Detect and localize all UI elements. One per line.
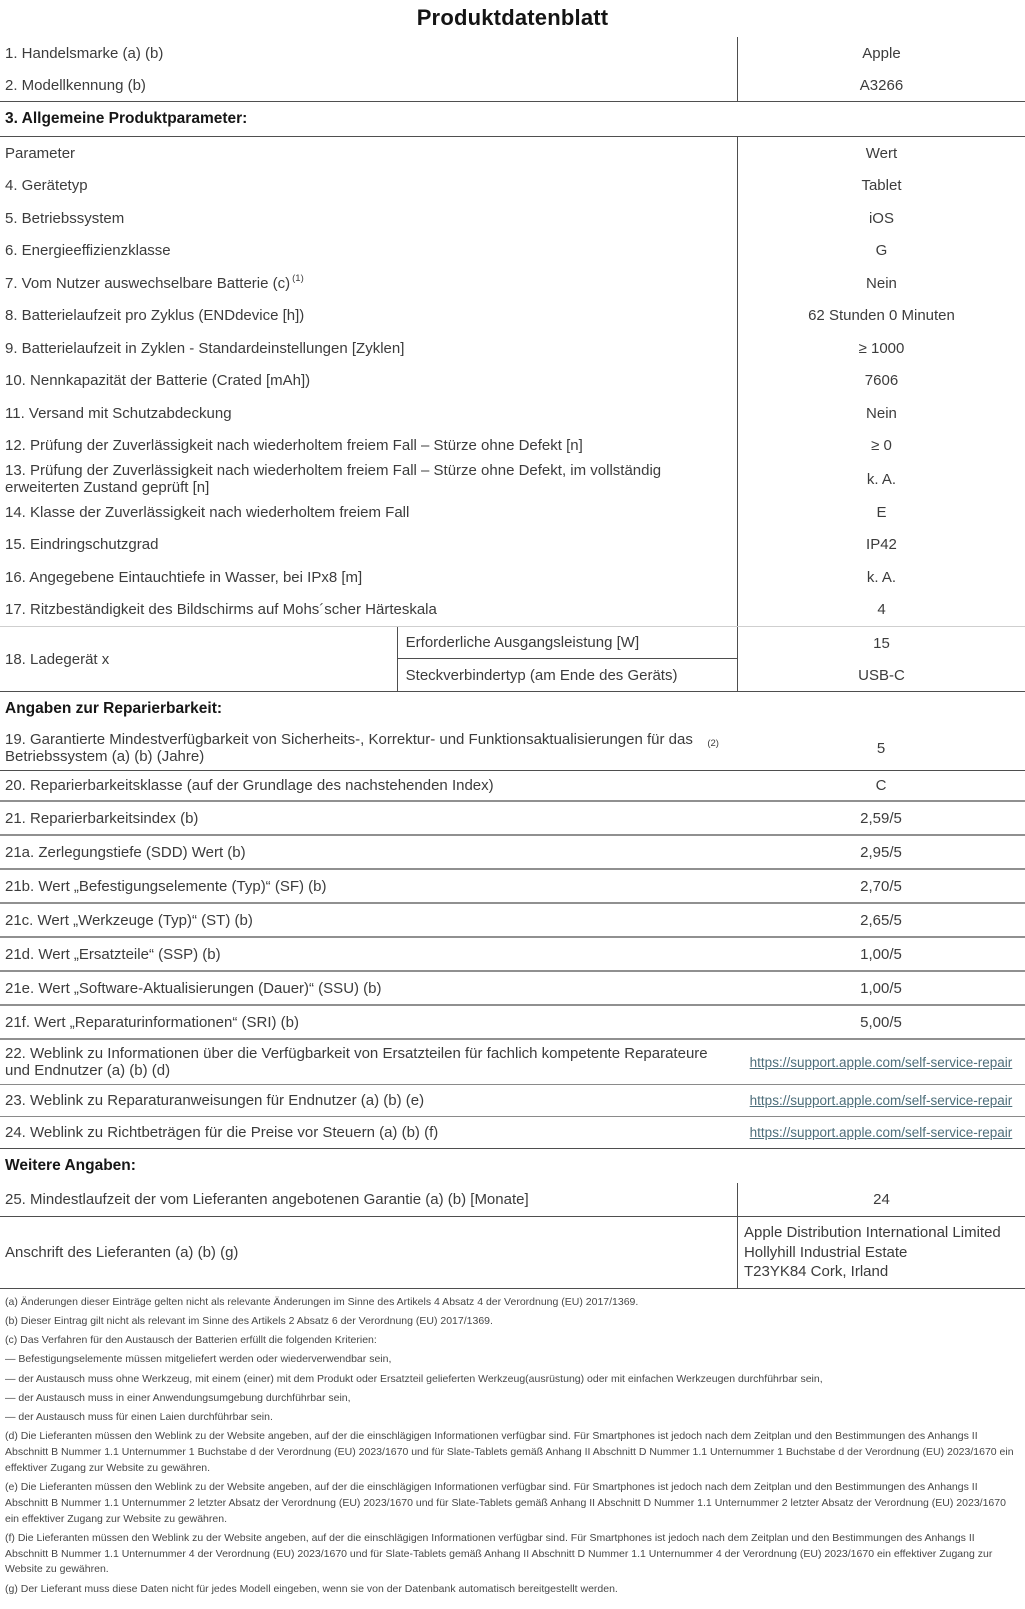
table-row bbox=[0, 430, 1025, 463]
table-row bbox=[0, 69, 1025, 101]
row-value: 24 bbox=[737, 1183, 1025, 1216]
table-row bbox=[0, 594, 1025, 627]
footnote: — der Austausch muss in einer Anwendungsumgebung durchführbar sein, bbox=[5, 1391, 351, 1404]
supplier-address-row bbox=[0, 1217, 1025, 1289]
section-heading-more: Weitere Angaben: bbox=[5, 1157, 136, 1174]
column-header-wert: Wert bbox=[737, 137, 1025, 170]
row-value: G bbox=[737, 235, 1025, 268]
row-value: E bbox=[737, 496, 1025, 529]
table-row bbox=[0, 836, 1025, 870]
table-row bbox=[0, 267, 1025, 300]
row-label: 5. Betriebssystem bbox=[5, 209, 125, 227]
section-heading-repairability: Angaben zur Reparierbarkeit: bbox=[5, 700, 223, 717]
row-value: Apple bbox=[737, 37, 1025, 69]
row-label: 19. Garantierte Mindestverfügbarkeit von Sicherheits-, Korrektur- und Funktionsaktualisierungen für das Betriebssystem (a) (b) (Jahre) (2) bbox=[5, 731, 719, 765]
table-row bbox=[0, 496, 1025, 529]
table-row bbox=[0, 771, 1025, 802]
spare-parts-weblink[interactable]: https://support.apple.com/self-service-repair bbox=[749, 1054, 1013, 1070]
row-value: ≥ 1000 bbox=[737, 332, 1025, 365]
row-label: 21f. Wert „Reparaturinformationen“ (SRI) (b) bbox=[5, 1013, 299, 1031]
table-row bbox=[0, 726, 1025, 771]
footnotes bbox=[0, 1289, 1025, 1598]
row-label: 21b. Wert „Befestigungselemente (Typ)“ (SF) (b) bbox=[5, 877, 327, 895]
row-label: 9. Batterielaufzeit in Zyklen - Standardeinstellungen [Zyklen] bbox=[5, 339, 405, 357]
table-row bbox=[0, 972, 1025, 1006]
row-value: Nein bbox=[737, 397, 1025, 430]
row-label: 18. Ladegerät x bbox=[5, 650, 110, 668]
table-row bbox=[0, 529, 1025, 562]
row-label: 21d. Wert „Ersatzteile“ (SSP) (b) bbox=[5, 945, 221, 963]
supplier-address bbox=[737, 1217, 1025, 1288]
row-label: 21c. Wert „Werkzeuge (Typ)“ (ST) (b) bbox=[5, 911, 253, 929]
table-row bbox=[0, 235, 1025, 268]
row-label: 2. Modellkennung (b) bbox=[5, 76, 146, 94]
table-row bbox=[0, 802, 1025, 836]
row-label: 21e. Wert „Software-Aktualisierungen (Dauer)“ (SSU) (b) bbox=[5, 979, 382, 997]
row-value: Nein bbox=[737, 267, 1025, 300]
table-row bbox=[0, 202, 1025, 235]
table-row bbox=[0, 397, 1025, 430]
charger-sublabel: Erforderliche Ausgangsleistung [W] bbox=[397, 627, 737, 659]
footnote: (d) Die Lieferanten müssen den Weblink zu der Website angeben, auf der die einschlägigen Informationen verfügbar sind. Für Smartphones ist jedoch nach dem Zeitplan und den Bestimmungen des Anhangs II Abschnitt B Nummer 1.1 Unternummer 1 Buchstabe d der Verordnung (EU) 2023/1670 und für Slate-Tablets gemäß Anhang II Abschnitt D Nummer 1.1 Unternummer 1 Buchstabe d der Verordnung (EU) 2023/1670 ein effektiver Zugang zur Website zu gewähren. bbox=[5, 1430, 1014, 1474]
row-label: 10. Nennkapazität der Batterie (Crated [mAh]) bbox=[5, 372, 311, 390]
row-value: 2,95/5 bbox=[860, 843, 902, 861]
footnote: — Befestigungselemente müssen mitgeliefert werden oder wiederverwendbar sein, bbox=[5, 1353, 392, 1366]
row-value bbox=[737, 1040, 1025, 1084]
row-label: 4. Gerätetyp bbox=[5, 177, 88, 195]
row-value: k. A. bbox=[737, 561, 1025, 594]
charger-sublabel: Steckverbindertyp (am Ende des Geräts) bbox=[397, 659, 737, 691]
footnote: (b) Dieser Eintrag gilt nicht als relevant im Sinne des Artikels 2 Absatz 6 der Verordnung (EU) 2017/1369. bbox=[5, 1314, 493, 1327]
row-value bbox=[737, 1117, 1025, 1148]
row-label: 6. Energieeffizienzklasse bbox=[5, 242, 171, 260]
row-value bbox=[737, 1085, 1025, 1116]
row-value: 62 Stunden 0 Minuten bbox=[737, 300, 1025, 333]
row-label: 14. Klasse der Zuverlässigkeit nach wiederholtem freiem Fall bbox=[5, 503, 410, 521]
footnote: (c) Das Verfahren für den Austausch der Batterien erfüllt die folgenden Kriterien: bbox=[5, 1334, 377, 1346]
row-value: USB-C bbox=[737, 659, 1025, 691]
row-value: IP42 bbox=[737, 529, 1025, 562]
footnote: (g) Der Lieferant muss diese Daten nicht für jedes Modell eingeben, wenn sie von der Datenbank automatisch bereitgestellt werden. bbox=[5, 1582, 618, 1595]
page-title: Produktdatenblatt bbox=[416, 5, 609, 30]
table-row bbox=[0, 904, 1025, 938]
row-value: 1,00/5 bbox=[860, 945, 902, 963]
row-label: 25. Mindestlaufzeit der vom Lieferanten angebotenen Garantie (a) (b) [Monate] bbox=[5, 1191, 529, 1208]
row-label: Anschrift des Lieferanten (a) (b) (g) bbox=[5, 1243, 239, 1261]
table-row bbox=[0, 938, 1025, 972]
table-row bbox=[0, 462, 1025, 496]
table-row bbox=[0, 870, 1025, 904]
row-label: 16. Angegebene Eintauchtiefe in Wasser, bei IPx8 [m] bbox=[5, 568, 363, 586]
row-label: 12. Prüfung der Zuverlässigkeit nach wiederholtem freiem Fall – Stürze ohne Defekt [n] bbox=[5, 437, 583, 455]
row-label: 1. Handelsmarke (a) (b) bbox=[5, 44, 164, 62]
row-value: iOS bbox=[737, 202, 1025, 235]
table-row bbox=[0, 365, 1025, 398]
footnote: — der Austausch muss für einen Laien durchführbar sein. bbox=[5, 1411, 273, 1423]
price-guidance-weblink[interactable]: https://support.apple.com/self-service-repair bbox=[749, 1125, 1013, 1140]
row-label: 15. Eindringschutzgrad bbox=[5, 536, 159, 554]
row-value: ≥ 0 bbox=[737, 430, 1025, 463]
section-heading-general: 3. Allgemeine Produktparameter: bbox=[0, 101, 1025, 137]
row-value: A3266 bbox=[737, 69, 1025, 101]
row-label: 20. Reparierbarkeitsklasse (auf der Grundlage des nachstehenden Index) bbox=[5, 777, 494, 794]
row-label: 17. Ritzbeständigkeit des Bildschirms auf Mohs´scher Härteskala bbox=[5, 601, 437, 619]
footnote: (f) Die Lieferanten müssen den Weblink zu der Website angeben, auf der die einschlägigen Informationen verfügbar sind. Für Smartphones ist jedoch nach dem Zeitplan und den Bestimmungen des Anhangs II Abschnitt B Nummer 1.1 Unternummer 4 der Verordnung (EU) 2023/1670 und für Slate-Tablets gemäß Anhang II Abschnitt D Nummer 1.1 Unternummer 4 der Verordnung (EU) 2023/1670 ein effektiver Zugang zur Website zu gewähren. bbox=[5, 1531, 993, 1576]
row-value: 15 bbox=[737, 627, 1025, 659]
table-row bbox=[0, 300, 1025, 333]
table-row bbox=[0, 170, 1025, 203]
row-label: 7. Vom Nutzer auswechselbare Batterie (c) (1) bbox=[5, 272, 304, 292]
footnote: (a) Änderungen dieser Einträge gelten nicht als relevante Änderungen im Sinne des Artikels 4 Absatz 4 der Verordnung (EU) 2017/1369. bbox=[5, 1295, 639, 1308]
footnote: — der Austausch muss ohne Werkzeug, mit einem (einer) mit dem Produkt oder Ersatzteil gelieferten Werkzeug(ausrüstung) oder mit einfachen Werkzeugen durchführbar sein, bbox=[5, 1372, 823, 1385]
row-value: 2,70/5 bbox=[860, 877, 902, 895]
row-value: 5,00/5 bbox=[860, 1013, 902, 1031]
row-value: 2,59/5 bbox=[860, 809, 902, 827]
table-row bbox=[0, 1117, 1025, 1149]
address-line: Apple Distribution International Limited bbox=[743, 1224, 1001, 1241]
table-row bbox=[0, 1040, 1025, 1085]
table-row bbox=[0, 37, 1025, 69]
row-label: 11. Versand mit Schutzabdeckung bbox=[5, 404, 232, 422]
row-value: Tablet bbox=[737, 170, 1025, 203]
table-row bbox=[0, 332, 1025, 365]
row-label: 21a. Zerlegungstiefe (SDD) Wert (b) bbox=[5, 843, 246, 861]
row-value: C bbox=[875, 777, 887, 794]
footnote-marker: (2) bbox=[707, 737, 719, 749]
footnote-marker: (1) bbox=[292, 272, 304, 284]
column-header-parameter: Parameter bbox=[5, 144, 76, 162]
row-label: 21. Reparierbarkeitsindex (b) bbox=[5, 809, 199, 827]
charger-row bbox=[0, 626, 1025, 692]
row-value: 7606 bbox=[737, 365, 1025, 398]
address-line: T23YK84 Cork, Irland bbox=[743, 1263, 889, 1280]
row-label: 13. Prüfung der Zuverlässigkeit nach wiederholtem freiem Fall – Stürze ohne Defekt, im vollständig erweiterten Zustand geprüft [n] bbox=[5, 462, 662, 496]
table-header-row bbox=[0, 137, 1025, 170]
row-value: 1,00/5 bbox=[860, 979, 902, 997]
table-row bbox=[0, 1183, 1025, 1217]
table-row bbox=[0, 1085, 1025, 1117]
repair-instructions-weblink[interactable]: https://support.apple.com/self-service-repair bbox=[749, 1093, 1013, 1108]
row-label: 22. Weblink zu Informationen über die Verfügbarkeit von Ersatzteilen für fachlich kompetente Reparateure und Endnutzer (a) (b) (d) bbox=[5, 1045, 708, 1079]
footnote: (e) Die Lieferanten müssen den Weblink zu der Website angeben, auf der die einschlägigen Informationen verfügbar sind. Für Smartphones ist jedoch nach dem Zeitplan und den Bestimmungen des Anhangs II Abschnitt B Nummer 1.1 Unternummer 2 letzter Absatz der Verordnung (EU) 2023/1670 und für Slate-Tablets gemäß Anhang II Abschnitt D Nummer 1.1 Unternummer 2 letzter Absatz der Verordnung (EU) 2023/1670 ein effektiver Zugang zur Website zu gewähren. bbox=[5, 1481, 1006, 1525]
row-label: 24. Weblink zu Richtbeträgen für die Preise vor Steuern (a) (b) (f) bbox=[5, 1124, 439, 1141]
address-line: Hollyhill Industrial Estate bbox=[743, 1243, 908, 1261]
row-value: 4 bbox=[737, 594, 1025, 627]
row-value: 2,65/5 bbox=[860, 911, 902, 929]
table-row bbox=[0, 1006, 1025, 1040]
table-row bbox=[0, 561, 1025, 594]
row-label: 8. Batterielaufzeit pro Zyklus (ENDdevice [h]) bbox=[5, 307, 305, 325]
row-value: k. A. bbox=[737, 462, 1025, 496]
row-label: 23. Weblink zu Reparaturanweisungen für Endnutzer (a) (b) (e) bbox=[5, 1092, 425, 1109]
row-value: 5 bbox=[876, 739, 886, 757]
